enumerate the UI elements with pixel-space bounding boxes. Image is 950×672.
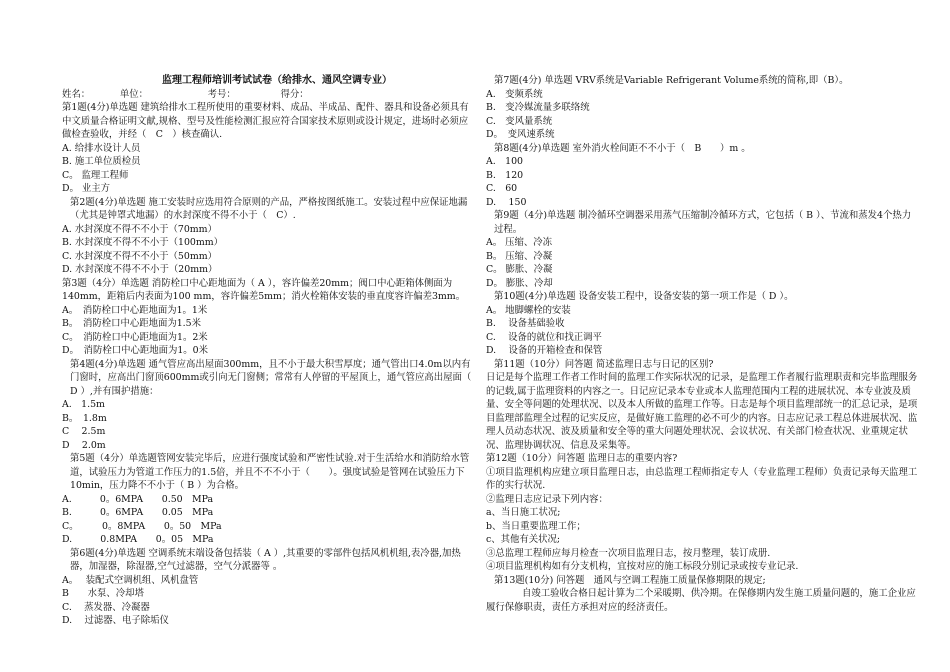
option-a: A。 消防栓口中心距地面为1。1米 <box>62 304 208 316</box>
option-a: A. 给排水设计人员 <box>62 142 141 154</box>
option-b: B。 1.8m <box>62 412 107 424</box>
answer-line: ④项目监理机构如有分支机构，宜按对应的施工标段分别记录或按专业记录. <box>486 561 799 572</box>
answer-line: b、当日重要监理工作； <box>486 520 586 532</box>
option-c: C。 监理工程师 <box>62 169 129 181</box>
option-b: B. 水封深度不得不不小于（100mm） <box>62 237 224 248</box>
option-c: C。 0。8MPA 0。50 MPa <box>62 520 222 532</box>
option-a: A. 变频系统 <box>486 88 543 100</box>
question-text: 第10题(4分)单选题 设备安装工程中，设备安装的第一项工作是（ D ）。 <box>494 291 794 302</box>
question-text: 第2题(4分)单选题 施工安装时应选用符合原则的产品，严格按图纸施工。安装过程中应保证地漏（尤其是钟罩式地漏）的水封深度不得不小于（ C）. <box>70 196 468 221</box>
answer-paragraph: 自竣工验收合格日起计算为二个采暖期、供冷期。在保修期内发生施工质量问题的，施工企业应履行保修职责，责任方承担对应的经济责任。 <box>486 588 916 613</box>
question-text: 第3题（4分）单选题 消防栓口中心距地面为（ A ），容许偏差20mm；阀口中心距箱体侧面为140mm，距箱后内表面为100 mm，容许偏差5mm；消火栓箱体安装的垂直度容许偏差3mm。 <box>62 277 466 302</box>
answer-line: a、当日施工状况; <box>486 507 561 518</box>
option-c: C. 水封深度不得不不小于（50mm） <box>62 250 218 262</box>
option-c: C。 膨胀、冷凝 <box>486 264 553 275</box>
question-6 <box>62 547 472 628</box>
option-a: A。 压缩、冷冻 <box>486 237 553 248</box>
option-d: D. 水封深度不得不不小于（20mm） <box>62 264 218 275</box>
question-12 <box>486 452 918 574</box>
option-d: D. 150 <box>486 196 527 208</box>
option-b: B. 变冷媒流量多联络统 <box>486 102 590 113</box>
option-a: A。 地脚螺栓的安装 <box>486 304 571 316</box>
option-a: A. 0。6MPA 0.50 MPa <box>62 493 214 505</box>
option-b: B. 120 <box>486 169 524 181</box>
right-column <box>486 74 918 614</box>
option-b: B. 设备基础验收 <box>486 318 565 329</box>
answer-paragraph: 日记是每个监理工作者工作时间的监理工作实际状况的记录，是监理工作者履行监理职责和完毕监理服务的记载,属于监理资料的内容之一。日记应记录本专业或本人监理范围内工程的进展状况、本专业波及质量、安全等问题的处理状况、以及本人所做的监理工作等。日志是每个项目监理部统一的汇总记录，是项目监理部监理全过程的记实反应，是做好施工监理的必不可少的内容。日志应记录工程总体进展状况、监理人员动态状况、波及质量和安全等的重大问题处理状况、会议状况、有关部门检查状况、业重规定状况、监理协调状况、信息及采集等。 <box>486 372 918 451</box>
option-a: A. 100 <box>486 156 524 167</box>
option-a: A. 水封深度不得不不小于（70mm） <box>62 223 217 235</box>
question-text: 第5题（4分）单选题管网安装完毕后，应进行强度试验和严密性试验.对于生活给水和消防给水管道，试验压力为管道工作压力的1.5倍，并且不不不小于（ ）。强度试验是管网在试验压力下10min，压力降不不小于（ B ）为合格。 <box>70 453 470 491</box>
option-c: C. 设备的就位和找正调平 <box>486 331 602 343</box>
question-text: 第6题(4分)单选题 空调系统末端设备包括装（ A ）,其重要的零部件包括风机机组,表冷器,加热器，加湿器，除湿器,空气过滤器，空气分派器等 。 <box>70 547 461 572</box>
question-text: 第9题（4分)单选题 制冷循环空调器采用蒸气压缩制冷循环方式，它包括（ B ）、节流和蒸发4个热力过程。 <box>494 210 912 235</box>
question-9 <box>486 209 918 290</box>
answer-line: ③总监理工程师应每月检查一次项目监理日志，按月整理，装订成册. <box>486 547 771 559</box>
question-10 <box>486 290 918 358</box>
answer-line: c、其他有关状况; <box>486 534 561 545</box>
option-b: B. 0。6MPA 0.05 MPa <box>62 507 214 518</box>
question-5 <box>62 452 472 547</box>
option-c: C. 60 <box>486 183 518 194</box>
option-a: A。 装配式空调机组、风机盘管 <box>62 574 199 586</box>
question-text: 第7题(4分) 单选题 VRV系统是Variable Refrigerant Volume系统的简称,即（B）。 <box>494 75 849 86</box>
option-c: C. 蒸发器、冷凝器 <box>62 601 150 613</box>
question-text: 第4题(4分)单选题 通气管应高出屋面300mm，且不小于最大积雪厚度；通气管出口4.0m以内有门窗时，应高出门窗顶600mm或引向无门窗侧；常常有人停留的平屋顶上，通气管应高出屋面（ D ）,并有围护措施： <box>70 358 472 397</box>
candidate-info-line: 姓名： 单位： 考号： 得分： <box>62 88 309 100</box>
option-c: C. 变风量系统 <box>486 115 553 127</box>
answer-line: ①项目监理机构应建立项目监理日志，由总监理工程师指定专人（专业监理工程师）负责记录每天监理工作的实行状况. <box>486 466 918 491</box>
left-column <box>62 74 472 628</box>
option-c: C。 消防栓口中心距地面为1。2米 <box>62 331 208 343</box>
answer-line: ②监理日志应记录下列内容： <box>486 493 608 505</box>
question-text: 第13题(10分) 问答题 通风与空调工程施工质量保修期限的规定; <box>494 574 766 586</box>
question-4 <box>62 358 472 453</box>
question-text: 第11题（10分）问答题 简述监理日志与日记的区别? <box>494 358 714 370</box>
question-1 <box>62 101 472 196</box>
option-b: B. 施工单位质检员 <box>62 156 141 167</box>
question-8 <box>486 142 918 210</box>
question-3 <box>62 277 472 358</box>
option-d: D. 0.8MPA 0。05 MPa <box>62 534 214 545</box>
question-text: 第1题(4分)单选题 建筑给排水工程所使用的重要材料、成品、半成品、配件、器具和设备必须具有中文质量合格证明文献,规格、型号及性能检测汇报应符合国家技术原则或设计规定，进场时必须应做检查验收，并经（ C ）核查确认. <box>62 102 469 140</box>
option-b: B。 压缩、冷凝 <box>486 250 553 262</box>
option-a: A. 1.5m <box>62 399 105 410</box>
option-d: D。 消防栓口中心距地面为1。0米 <box>62 345 209 356</box>
option-d: D 2.0m <box>62 439 106 451</box>
option-b: B。 消防栓口中心距地面为1.5米 <box>62 318 201 329</box>
option-d: D。 变风速系统 <box>486 129 555 140</box>
question-11 <box>486 358 918 453</box>
option-d: D。 膨胀、冷却 <box>486 277 553 289</box>
question-text: 第8题(4分)单选题 室外消火栓间距不不小于（ B ）m 。 <box>494 142 751 154</box>
question-2 <box>62 196 472 277</box>
option-d: D。 业主方 <box>62 183 110 194</box>
option-d: D. 设备的开箱检查和保管 <box>486 345 603 356</box>
question-7 <box>486 74 918 142</box>
option-b: B 水泵、冷却塔 <box>62 588 144 599</box>
question-13 <box>486 574 918 615</box>
option-d: D. 过滤器、电子除垢仪 <box>62 615 169 626</box>
exam-title: 监理工程师培训考试试卷（给排水、通风空调专业） <box>162 75 392 86</box>
option-c: C 2.5m <box>62 426 106 437</box>
question-text: 第12题（10分）问答题 监理日志的重要内容? <box>486 453 678 464</box>
